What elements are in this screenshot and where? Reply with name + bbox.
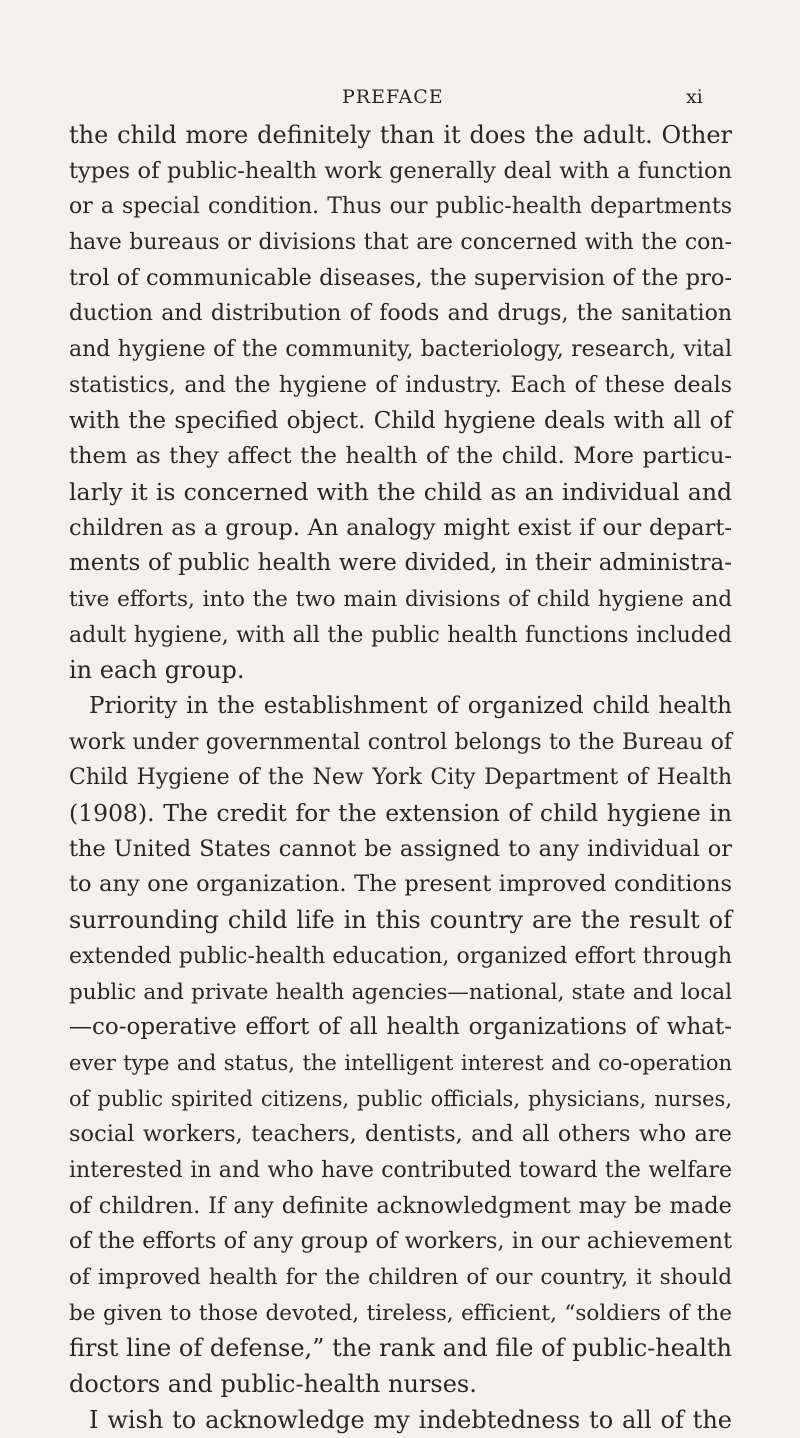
running-head <box>0 86 800 112</box>
text-line: surrounding child life in this country are the result of <box>69 906 732 935</box>
text-line: statistics, and the hygiene of industry. Each of these deals <box>69 372 732 398</box>
text-line: to any one organization. The present improved conditions <box>69 871 732 898</box>
text-line: in each group. <box>69 656 245 685</box>
text-line: extended public-health education, organized effort through <box>69 943 732 969</box>
text-line: Priority in the establishment of organized child health <box>89 693 732 719</box>
text-line: Child Hygiene of the New York City Department of Health <box>69 765 732 791</box>
text-line: types of public-health work generally deal with a function <box>69 157 732 184</box>
text-line: tive efforts, into the two main divisions of child hygiene and <box>69 586 732 612</box>
text-line: of public spirited citizens, public officials, physicians, nurses, <box>69 1086 732 1111</box>
text-line: or a special condition. Thus our public-health departments <box>69 194 732 220</box>
text-line: the child more definitely than it does the adult. Other <box>69 121 732 149</box>
page-number: xi <box>686 86 703 108</box>
running-title: PREFACE <box>342 86 444 108</box>
text-line: public and private health agencies—national, state and local <box>69 979 732 1005</box>
text-line: ments of public health were divided, in their administra- <box>69 550 732 577</box>
text-line: the United States cannot be assigned to any individual or <box>69 835 732 862</box>
text-line: of improved health for the children of our country, it should <box>69 1265 732 1290</box>
text-line: I wish to acknowledge my indebtedness to all of the <box>89 1405 732 1434</box>
text-line: —co-operative effort of all health organizations of what- <box>69 1014 732 1041</box>
text-line: first line of defense,” the rank and file of public-health <box>69 1334 732 1363</box>
text-line: them as they affect the health of the child. More particu- <box>69 443 732 470</box>
text-line: larly it is concerned with the child as an individual and <box>69 477 732 506</box>
text-line: have bureaus or divisions that are concerned with the con- <box>69 230 732 256</box>
text-line: with the specified object. Child hygiene deals with all of <box>69 407 732 434</box>
text-line: social workers, teachers, dentists, and all others who are <box>69 1121 732 1148</box>
text-line: children as a group. An analogy might exist if our depart- <box>69 514 732 541</box>
text-line: trol of communicable diseases, the supervision of the pro- <box>69 264 732 291</box>
text-line: and hygiene of the community, bacteriology, research, vital <box>69 337 732 363</box>
text-line: work under governmental control belongs to the Bureau of <box>69 729 732 755</box>
text-line: doctors and public-health nurses. <box>69 1370 477 1399</box>
text-line: ever type and status, the intelligent interest and co-operation <box>69 1050 732 1075</box>
text-line: be given to those devoted, tireless, efficient, “soldiers of the <box>69 1300 732 1326</box>
text-line: interested in and who have contributed toward the welfare <box>69 1157 732 1183</box>
text-line: adult hygiene, with all the public health functions included <box>69 622 732 648</box>
text-line: of children. If any definite acknowledgment may be made <box>69 1192 732 1219</box>
text-line: (1908). The credit for the extension of child hygiene in <box>69 799 732 828</box>
text-line: duction and distribution of foods and drugs, the sanitation <box>69 301 732 327</box>
text-line: of the efforts of any group of workers, in our achievement <box>69 1228 732 1255</box>
body-text <box>69 118 732 1438</box>
